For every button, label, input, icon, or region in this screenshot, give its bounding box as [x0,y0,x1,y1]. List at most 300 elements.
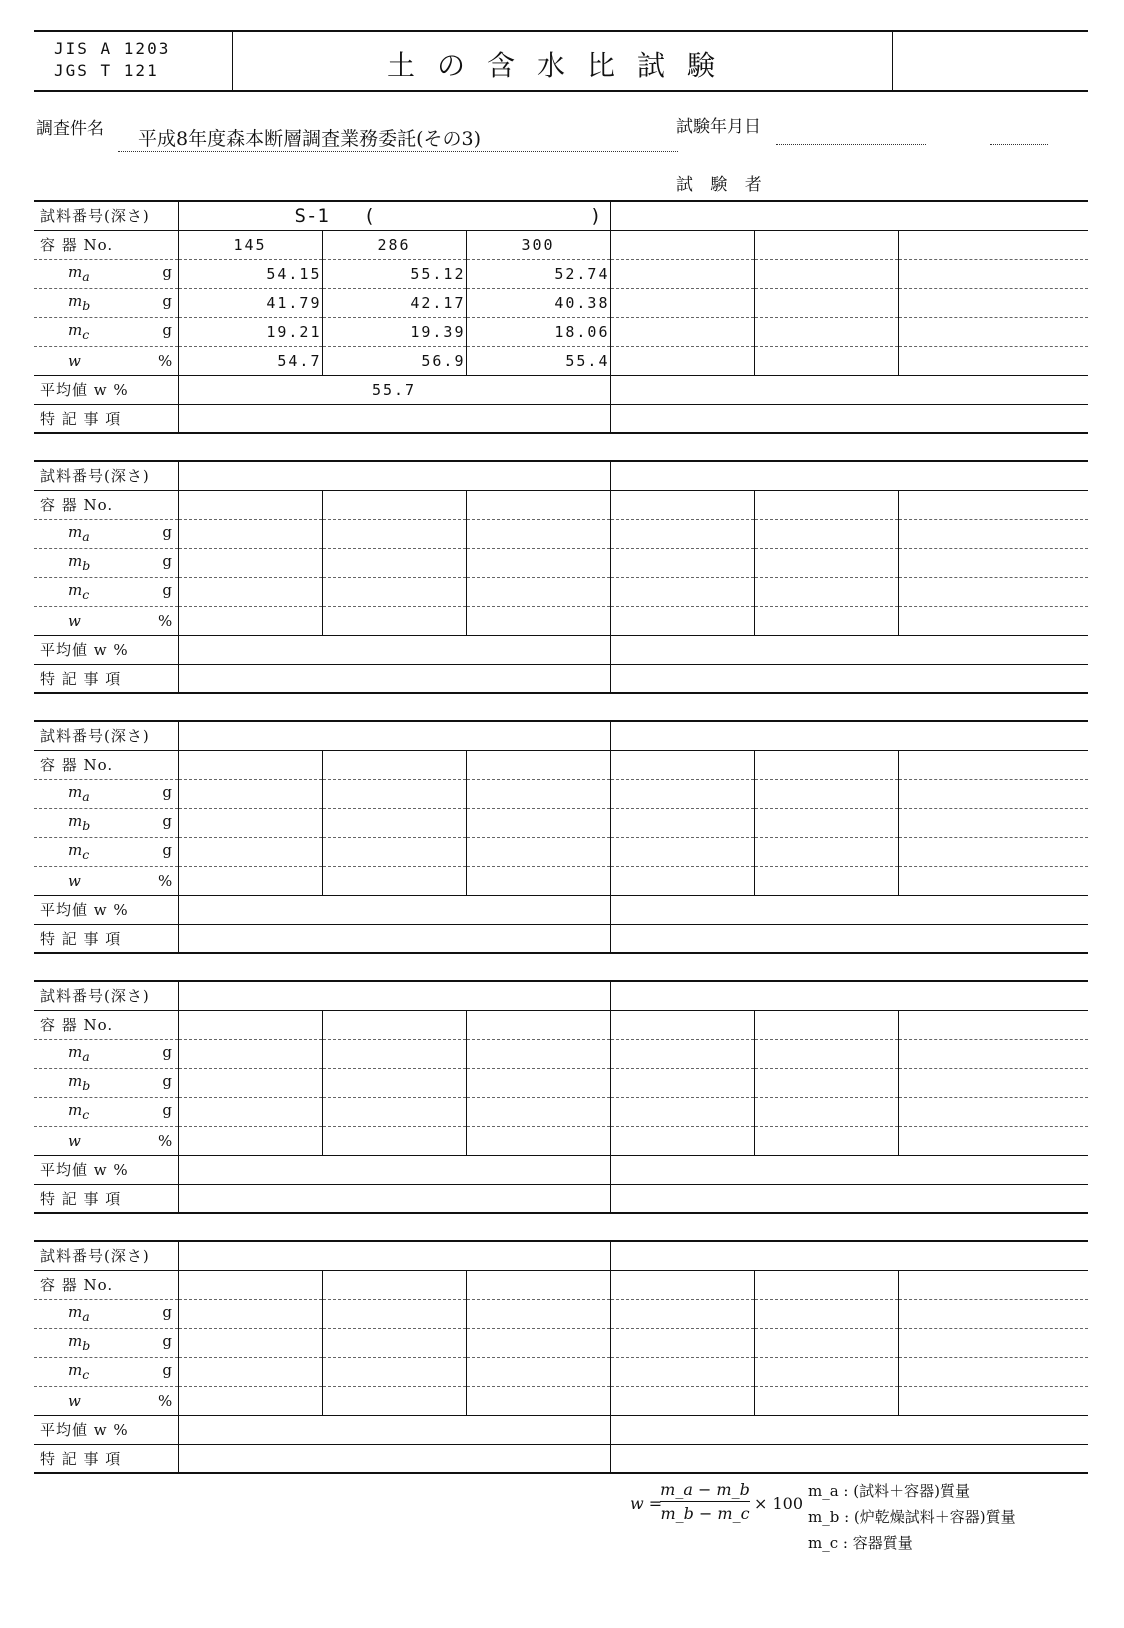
header-box [34,30,1088,92]
empty-cell [322,1299,466,1328]
empty-cell [322,548,466,577]
container-label: 容 器 No. [34,1270,178,1299]
average-label: 平均値 w % [34,1415,178,1444]
mc-unit: g [162,841,172,859]
ma-label [34,1039,178,1068]
empty-cell [322,1270,466,1299]
empty-cell [466,1126,610,1155]
ma-symbol: m [68,1043,83,1061]
formula-lhs: w = [630,1494,663,1513]
empty-cell [610,635,1088,664]
formula-fraction [660,1480,750,1523]
empty-cell [754,577,898,606]
ma-label [34,1299,178,1328]
mb-value: 41.79 [178,288,322,317]
mb-unit: g [162,292,172,310]
empty-cell [322,1126,466,1155]
empty-cell [466,577,610,606]
w-symbol: w [68,1391,81,1410]
ma-subscript: a [82,529,90,544]
empty-cell [898,1126,1088,1155]
mc-symbol: m [68,1361,83,1379]
sample-number-cell-2 [610,201,1088,230]
empty-cell [466,490,610,519]
project-name-field: 平成8年度森本断層調査業務委託(その3) [118,124,678,152]
empty-cell [610,1415,1088,1444]
empty-cell [754,866,898,895]
notes-label: 特 記 事 項 [34,404,178,433]
average-label: 平均値 w % [34,895,178,924]
empty-cell [898,548,1088,577]
mc-subscript: c [82,587,90,602]
ma-unit: g [162,783,172,801]
depth-close: ) [589,204,602,227]
empty-cell [466,1039,610,1068]
mc-unit: g [162,581,172,599]
ma-subscript: a [82,1049,90,1064]
mb-subscript: b [82,818,91,833]
empty-cell [610,606,754,635]
empty-cell [610,1155,1088,1184]
w-unit: % [158,1131,173,1150]
notes-cell [610,1184,1088,1213]
empty-cell [178,548,322,577]
empty-cell [898,519,1088,548]
empty-cell [610,1328,754,1357]
mb-unit: g [162,1332,172,1350]
empty-cell [610,750,754,779]
empty-cell [754,1270,898,1299]
mc-label [34,317,178,346]
mb-subscript: b [82,1338,91,1353]
empty-cell [898,779,1088,808]
sample-number-cell [178,721,610,750]
sample-number-label: 試料番号(深さ) [34,721,178,750]
empty-cell [754,779,898,808]
mc-value: 19.21 [178,317,322,346]
mb-subscript: b [82,558,91,573]
empty-cell [610,230,754,259]
empty-cell [322,606,466,635]
empty-cell [898,346,1088,375]
notes-cell [610,404,1088,433]
empty-cell [898,606,1088,635]
empty-cell [322,808,466,837]
empty-cell [466,779,610,808]
empty-cell [610,1299,754,1328]
container-value: 286 [322,230,466,259]
average-label: 平均値 w % [34,375,178,404]
empty-cell [466,519,610,548]
empty-cell [178,1415,610,1444]
sample-number-label: 試料番号(深さ) [34,461,178,490]
w-label [34,1126,178,1155]
sample-number-cell-2 [610,981,1088,1010]
w-symbol: w [68,1131,81,1150]
mb-unit: g [162,812,172,830]
empty-cell [466,1270,610,1299]
empty-cell [178,519,322,548]
empty-cell [610,1039,754,1068]
notes-label: 特 記 事 項 [34,664,178,693]
container-label: 容 器 No. [34,230,178,259]
empty-cell [178,808,322,837]
empty-cell [322,1010,466,1039]
empty-cell [754,1299,898,1328]
fraction-bar [660,1501,750,1502]
notes-label: 特 記 事 項 [34,1184,178,1213]
empty-cell [898,1010,1088,1039]
notes-cell [178,404,610,433]
formula-area [630,1476,1100,1576]
empty-cell [178,1299,322,1328]
mc-unit: g [162,321,172,339]
empty-cell [322,866,466,895]
legend-mb: m_b : (炉乾燥試料＋容器)質量 [808,1508,1016,1526]
empty-cell [466,837,610,866]
test-date-field-ext [990,124,1048,145]
empty-cell [898,1039,1088,1068]
standard-codes [54,38,254,82]
empty-cell [754,288,898,317]
empty-cell [898,577,1088,606]
sample-number-cell [178,981,610,1010]
empty-cell [178,606,322,635]
ma-value: 54.15 [178,259,322,288]
mb-subscript: b [82,1078,91,1093]
w-unit: % [158,611,173,630]
w-unit: % [158,1391,173,1410]
empty-cell [610,317,754,346]
empty-cell [466,1386,610,1415]
sample-number-cell [178,1241,610,1270]
w-unit: % [158,351,173,370]
empty-cell [898,1386,1088,1415]
notes-cell [610,924,1088,953]
formula-factor: × 100 [754,1494,804,1513]
mc-symbol: m [68,1101,83,1119]
empty-cell [466,750,610,779]
w-value: 54.7 [178,346,322,375]
empty-cell [178,1270,322,1299]
empty-cell [754,1126,898,1155]
mc-subscript: c [82,1107,90,1122]
formula-numerator: m_a − m_b [660,1480,750,1499]
empty-cell [322,837,466,866]
mc-symbol: m [68,581,83,599]
empty-cell [322,1328,466,1357]
notes-cell [178,924,610,953]
empty-cell [610,1270,754,1299]
ma-label [34,519,178,548]
empty-cell [754,1039,898,1068]
mb-symbol: m [68,552,83,570]
mc-subscript: c [82,1367,90,1382]
w-symbol: w [68,611,81,630]
test-date-field [776,124,926,145]
empty-cell [322,490,466,519]
mc-value: 19.39 [322,317,466,346]
test-block-4 [34,980,1088,1214]
mc-symbol: m [68,841,83,859]
empty-cell [178,1010,322,1039]
mb-label [34,288,178,317]
empty-cell [754,548,898,577]
empty-cell [754,259,898,288]
empty-cell [898,808,1088,837]
ma-symbol: m [68,263,83,281]
mb-symbol: m [68,1072,83,1090]
std-code-jgs: JGS T 121 [54,61,159,80]
empty-cell [610,259,754,288]
empty-cell [322,1039,466,1068]
test-block-1 [34,200,1088,434]
test-block-5 [34,1240,1088,1474]
depth-open: ( [363,204,376,227]
notes-cell [610,1444,1088,1473]
empty-cell [322,1068,466,1097]
w-symbol: w [68,351,81,370]
ma-value: 52.74 [466,259,610,288]
empty-cell [610,288,754,317]
empty-cell [610,866,754,895]
ma-symbol: m [68,783,83,801]
empty-cell [754,837,898,866]
empty-cell [754,1010,898,1039]
empty-cell [610,1097,754,1126]
ma-subscript: a [82,1309,90,1324]
empty-cell [610,577,754,606]
mc-subscript: c [82,327,90,342]
std-code-jis: JIS A 1203 [54,39,171,58]
ma-subscript: a [82,789,90,804]
empty-cell [898,1068,1088,1097]
legend-mc: m_c : 容器質量 [808,1534,913,1552]
w-label [34,866,178,895]
ma-unit: g [162,1043,172,1061]
mb-label [34,808,178,837]
empty-cell [322,750,466,779]
empty-cell [610,1386,754,1415]
empty-cell [178,1328,322,1357]
empty-cell [898,230,1088,259]
notes-label: 特 記 事 項 [34,924,178,953]
empty-cell [610,1010,754,1039]
empty-cell [178,750,322,779]
sample-number-label: 試料番号(深さ) [34,201,178,230]
empty-cell [178,577,322,606]
empty-cell [466,1068,610,1097]
empty-cell [754,606,898,635]
mc-unit: g [162,1361,172,1379]
empty-cell [322,1386,466,1415]
empty-cell [178,1155,610,1184]
empty-cell [754,1068,898,1097]
empty-cell [178,1126,322,1155]
empty-cell [754,1328,898,1357]
empty-cell [322,779,466,808]
empty-cell [754,519,898,548]
empty-cell [466,548,610,577]
empty-cell [178,1068,322,1097]
page-title: 土の含水比試験 [386,49,737,82]
empty-cell [178,779,322,808]
empty-cell [610,346,754,375]
mc-label [34,1357,178,1386]
empty-cell [466,606,610,635]
mb-symbol: m [68,292,83,310]
empty-cell [610,779,754,808]
mb-label [34,548,178,577]
legend-ma: m_a : (試料＋容器)質量 [808,1482,970,1500]
empty-cell [322,1357,466,1386]
w-label [34,606,178,635]
average-label: 平均値 w % [34,635,178,664]
empty-cell [898,1328,1088,1357]
mc-symbol: m [68,321,83,339]
notes-label: 特 記 事 項 [34,1444,178,1473]
mb-value: 42.17 [322,288,466,317]
notes-cell [610,664,1088,693]
sample-number-cell [178,201,610,230]
w-label [34,346,178,375]
sample-number-cell [178,461,610,490]
empty-cell [754,1357,898,1386]
empty-cell [178,1039,322,1068]
notes-cell [178,1184,610,1213]
empty-cell [178,1386,322,1415]
empty-cell [466,1328,610,1357]
mc-label [34,837,178,866]
empty-cell [610,837,754,866]
notes-cell [178,664,610,693]
container-label: 容 器 No. [34,490,178,519]
mb-symbol: m [68,812,83,830]
w-label [34,1386,178,1415]
empty-cell [322,1097,466,1126]
empty-cell [322,577,466,606]
ma-symbol: m [68,523,83,541]
empty-cell [898,1357,1088,1386]
header-divider [892,32,893,90]
mc-subscript: c [82,847,90,862]
empty-cell [178,490,322,519]
empty-cell [898,750,1088,779]
sample-number-label: 試料番号(深さ) [34,981,178,1010]
ma-subscript: a [82,269,90,284]
w-unit: % [158,871,173,890]
ma-label [34,779,178,808]
mb-unit: g [162,1072,172,1090]
empty-cell [610,548,754,577]
empty-cell [178,1357,322,1386]
empty-cell [754,230,898,259]
mc-label [34,1097,178,1126]
average-value: 55.7 [178,375,610,404]
mc-label [34,577,178,606]
empty-cell [466,808,610,837]
empty-cell [178,635,610,664]
empty-cell [754,317,898,346]
w-value: 56.9 [322,346,466,375]
sample-number-cell-2 [610,1241,1088,1270]
project-label: 調査件名 [36,119,104,139]
empty-cell [178,837,322,866]
empty-cell [610,375,1088,404]
average-label: 平均値 w % [34,1155,178,1184]
empty-cell [754,346,898,375]
empty-cell [178,1097,322,1126]
empty-cell [754,1386,898,1415]
ma-unit: g [162,523,172,541]
mb-symbol: m [68,1332,83,1350]
empty-cell [610,895,1088,924]
empty-cell [898,259,1088,288]
empty-cell [754,750,898,779]
empty-cell [898,837,1088,866]
empty-cell [178,895,610,924]
container-label: 容 器 No. [34,1010,178,1039]
empty-cell [466,1010,610,1039]
container-value: 300 [466,230,610,259]
w-symbol: w [68,871,81,890]
notes-cell [178,1444,610,1473]
empty-cell [754,1097,898,1126]
mc-value: 18.06 [466,317,610,346]
empty-cell [610,1357,754,1386]
empty-cell [610,490,754,519]
ma-unit: g [162,1303,172,1321]
tester-label: 試 験 者 [676,175,768,195]
empty-cell [898,288,1088,317]
mc-unit: g [162,1101,172,1119]
test-block-2 [34,460,1088,694]
mb-subscript: b [82,298,91,313]
mb-label [34,1328,178,1357]
empty-cell [898,1097,1088,1126]
mb-label [34,1068,178,1097]
empty-cell [610,808,754,837]
mb-value: 40.38 [466,288,610,317]
empty-cell [178,866,322,895]
formula-denominator: m_b − m_c [660,1504,750,1523]
empty-cell [898,1270,1088,1299]
test-date-label: 試験年月日 [676,117,761,137]
mb-unit: g [162,552,172,570]
empty-cell [322,519,466,548]
sample-number-cell-2 [610,461,1088,490]
empty-cell [898,317,1088,346]
empty-cell [466,1097,610,1126]
empty-cell [898,1299,1088,1328]
empty-cell [898,866,1088,895]
empty-cell [610,1126,754,1155]
empty-cell [610,1068,754,1097]
empty-cell [610,519,754,548]
empty-cell [466,1299,610,1328]
test-block-3 [34,720,1088,954]
w-value: 55.4 [466,346,610,375]
sample-number-label: 試料番号(深さ) [34,1241,178,1270]
empty-cell [754,490,898,519]
ma-label [34,259,178,288]
empty-cell [466,866,610,895]
empty-cell [898,490,1088,519]
sample-number-cell-2 [610,721,1088,750]
ma-value: 55.12 [322,259,466,288]
ma-unit: g [162,263,172,281]
empty-cell [754,808,898,837]
